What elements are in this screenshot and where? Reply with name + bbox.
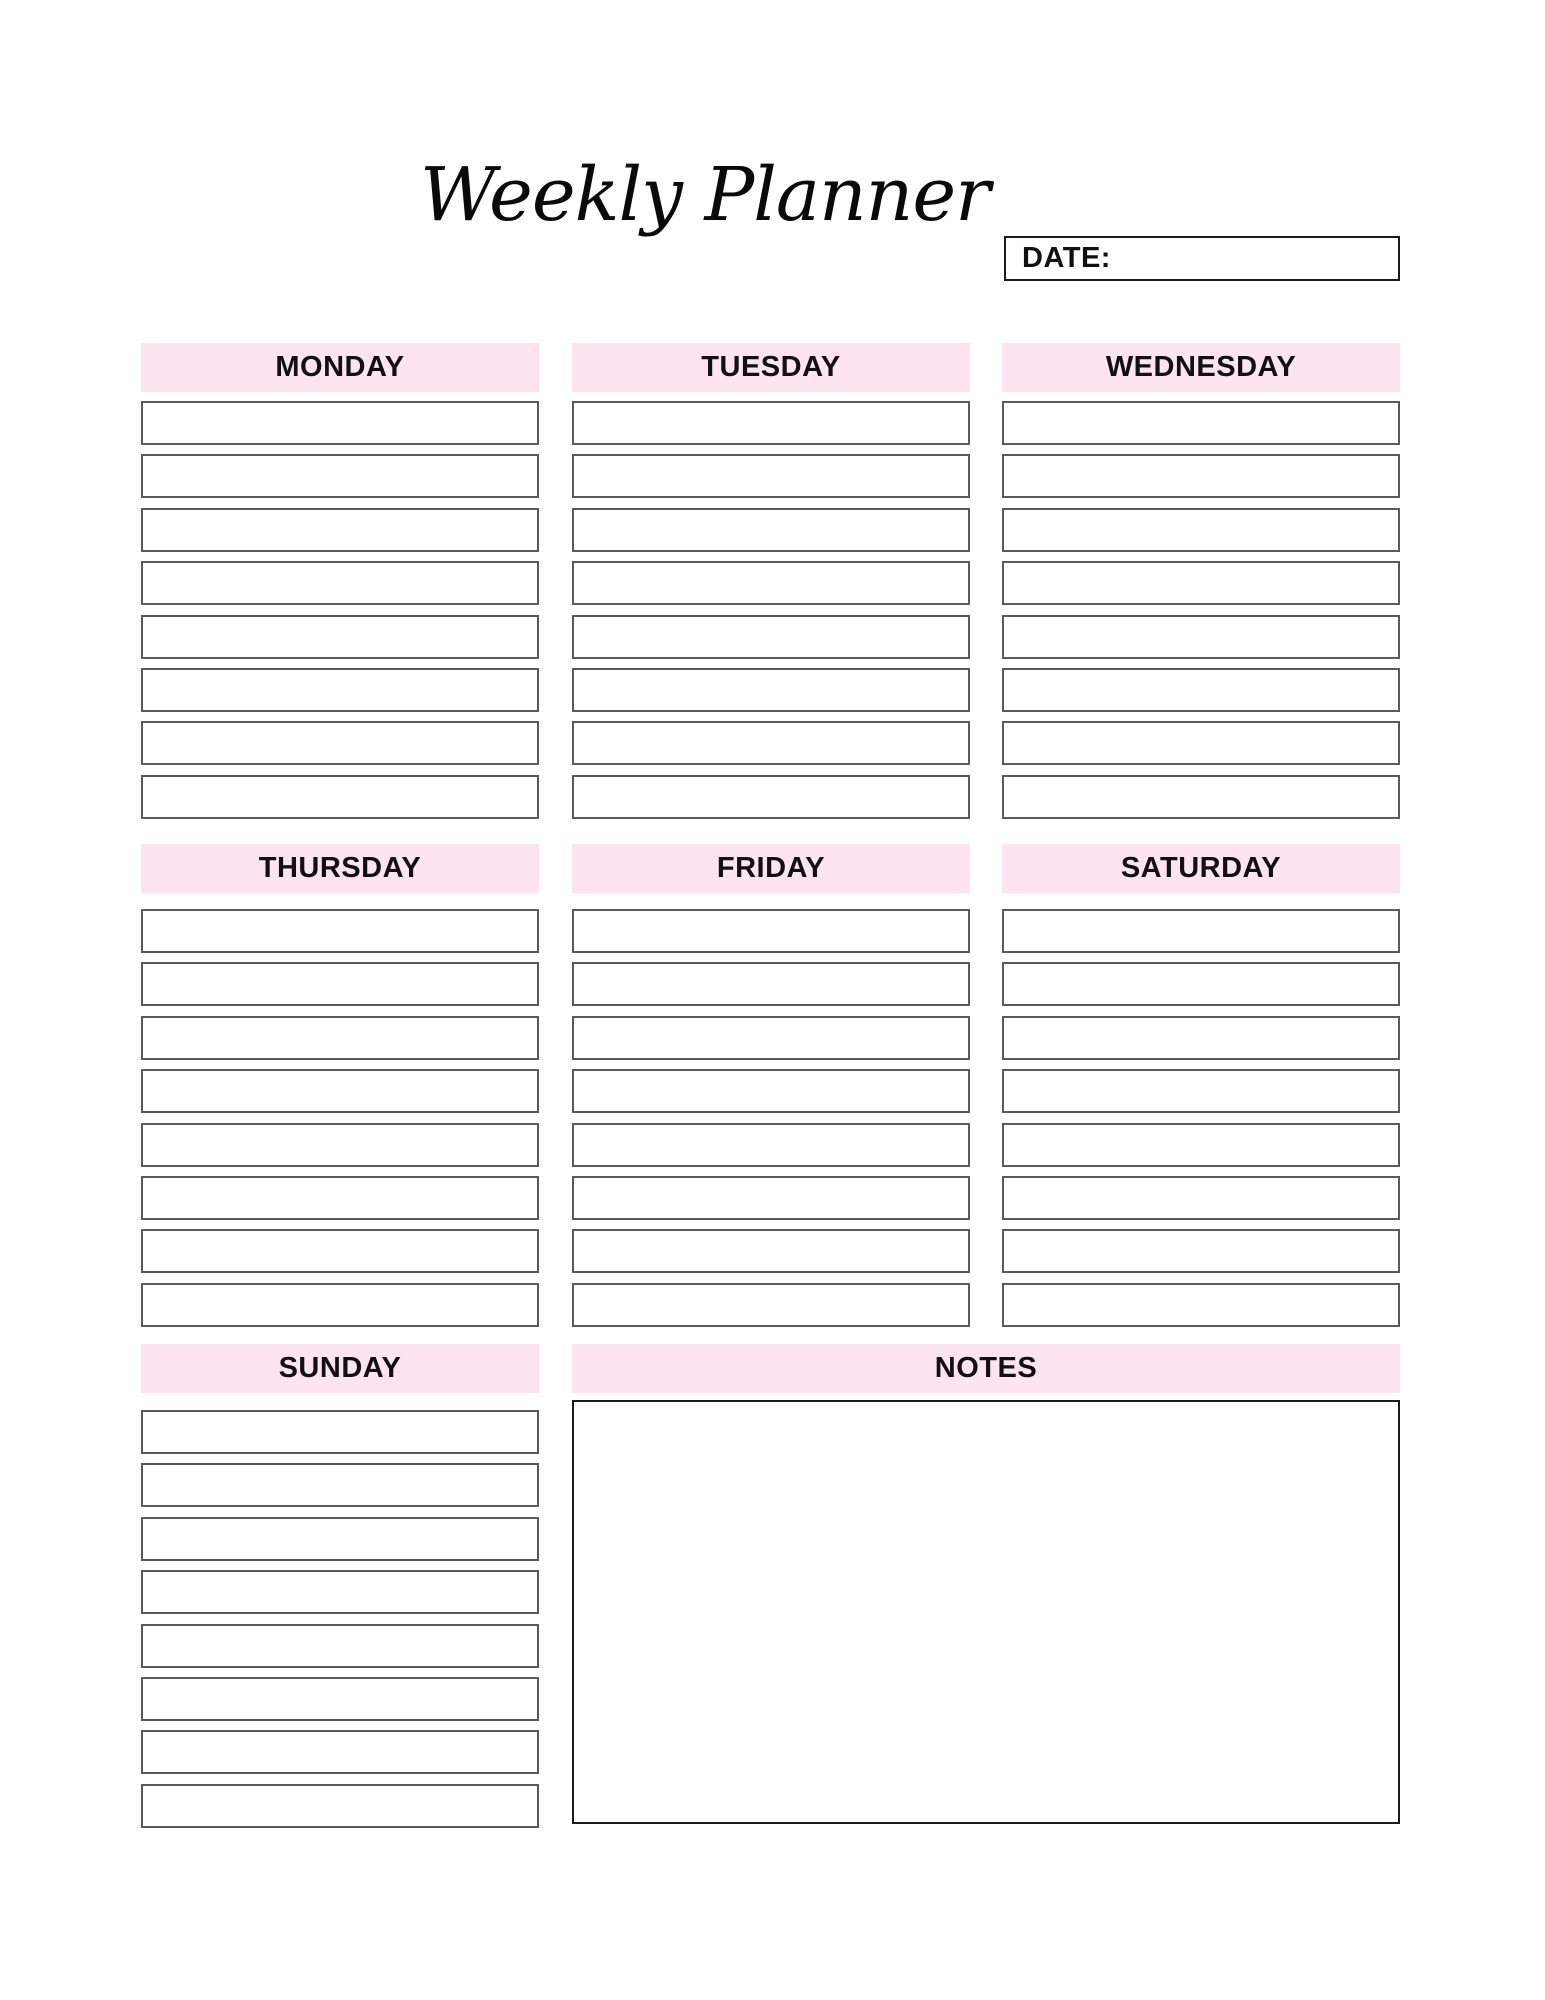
day-label: MONDAY bbox=[275, 351, 405, 383]
day-header-friday bbox=[572, 844, 970, 893]
day-header-sunday bbox=[141, 1344, 539, 1393]
notes-header bbox=[572, 1344, 1400, 1393]
day-header-wednesday bbox=[1002, 343, 1400, 392]
task-line-sunday-2[interactable] bbox=[141, 1463, 539, 1507]
task-line-tuesday-6[interactable] bbox=[572, 668, 970, 712]
task-line-friday-1[interactable] bbox=[572, 909, 970, 953]
task-line-sunday-8[interactable] bbox=[141, 1784, 539, 1828]
day-label: FRIDAY bbox=[716, 852, 826, 884]
task-line-wednesday-3[interactable] bbox=[1002, 508, 1400, 552]
task-line-monday-5[interactable] bbox=[141, 615, 539, 659]
task-line-monday-8[interactable] bbox=[141, 775, 539, 819]
task-line-sunday-5[interactable] bbox=[141, 1624, 539, 1668]
task-line-sunday-1[interactable] bbox=[141, 1410, 539, 1454]
task-line-tuesday-8[interactable] bbox=[572, 775, 970, 819]
task-line-sunday-7[interactable] bbox=[141, 1730, 539, 1774]
task-line-tuesday-2[interactable] bbox=[572, 454, 970, 498]
task-line-friday-2[interactable] bbox=[572, 962, 970, 1006]
day-label: WEDNESDAY bbox=[1105, 351, 1297, 383]
day-header-thursday bbox=[141, 844, 539, 893]
task-line-friday-3[interactable] bbox=[572, 1016, 970, 1060]
task-line-monday-2[interactable] bbox=[141, 454, 539, 498]
task-line-tuesday-3[interactable] bbox=[572, 508, 970, 552]
task-line-thursday-1[interactable] bbox=[141, 909, 539, 953]
day-header-monday bbox=[141, 343, 539, 392]
task-line-wednesday-2[interactable] bbox=[1002, 454, 1400, 498]
task-line-monday-6[interactable] bbox=[141, 668, 539, 712]
task-line-sunday-3[interactable] bbox=[141, 1517, 539, 1561]
task-line-thursday-2[interactable] bbox=[141, 962, 539, 1006]
day-label: SATURDAY bbox=[1120, 852, 1282, 884]
task-line-thursday-6[interactable] bbox=[141, 1176, 539, 1220]
task-line-wednesday-1[interactable] bbox=[1002, 401, 1400, 445]
notes-box[interactable] bbox=[572, 1400, 1400, 1824]
task-line-friday-8[interactable] bbox=[572, 1283, 970, 1327]
task-line-friday-6[interactable] bbox=[572, 1176, 970, 1220]
task-line-saturday-5[interactable] bbox=[1002, 1123, 1400, 1167]
task-line-thursday-8[interactable] bbox=[141, 1283, 539, 1327]
task-line-wednesday-7[interactable] bbox=[1002, 721, 1400, 765]
date-field[interactable] bbox=[1004, 236, 1400, 281]
task-line-wednesday-8[interactable] bbox=[1002, 775, 1400, 819]
task-line-saturday-4[interactable] bbox=[1002, 1069, 1400, 1113]
date-label: DATE: bbox=[1022, 242, 1111, 274]
task-line-saturday-7[interactable] bbox=[1002, 1229, 1400, 1273]
task-line-wednesday-5[interactable] bbox=[1002, 615, 1400, 659]
day-header-saturday bbox=[1002, 844, 1400, 893]
task-line-sunday-4[interactable] bbox=[141, 1570, 539, 1614]
task-line-tuesday-5[interactable] bbox=[572, 615, 970, 659]
task-line-monday-3[interactable] bbox=[141, 508, 539, 552]
task-line-tuesday-7[interactable] bbox=[572, 721, 970, 765]
planner-title: Weekly Planner bbox=[420, 152, 990, 238]
notes-label: NOTES bbox=[934, 1352, 1038, 1384]
task-line-wednesday-4[interactable] bbox=[1002, 561, 1400, 605]
task-line-friday-5[interactable] bbox=[572, 1123, 970, 1167]
task-line-saturday-3[interactable] bbox=[1002, 1016, 1400, 1060]
task-line-saturday-6[interactable] bbox=[1002, 1176, 1400, 1220]
task-line-monday-7[interactable] bbox=[141, 721, 539, 765]
task-line-tuesday-4[interactable] bbox=[572, 561, 970, 605]
task-line-thursday-4[interactable] bbox=[141, 1069, 539, 1113]
task-line-thursday-7[interactable] bbox=[141, 1229, 539, 1273]
task-line-friday-4[interactable] bbox=[572, 1069, 970, 1113]
task-line-sunday-6[interactable] bbox=[141, 1677, 539, 1721]
task-line-friday-7[interactable] bbox=[572, 1229, 970, 1273]
task-line-saturday-2[interactable] bbox=[1002, 962, 1400, 1006]
day-label: THURSDAY bbox=[258, 852, 422, 884]
task-line-thursday-3[interactable] bbox=[141, 1016, 539, 1060]
task-line-saturday-1[interactable] bbox=[1002, 909, 1400, 953]
task-line-monday-1[interactable] bbox=[141, 401, 539, 445]
task-line-monday-4[interactable] bbox=[141, 561, 539, 605]
task-line-tuesday-1[interactable] bbox=[572, 401, 970, 445]
task-line-thursday-5[interactable] bbox=[141, 1123, 539, 1167]
task-line-saturday-8[interactable] bbox=[1002, 1283, 1400, 1327]
task-line-wednesday-6[interactable] bbox=[1002, 668, 1400, 712]
day-label: TUESDAY bbox=[701, 351, 841, 383]
day-label: SUNDAY bbox=[278, 1352, 402, 1384]
day-header-tuesday bbox=[572, 343, 970, 392]
